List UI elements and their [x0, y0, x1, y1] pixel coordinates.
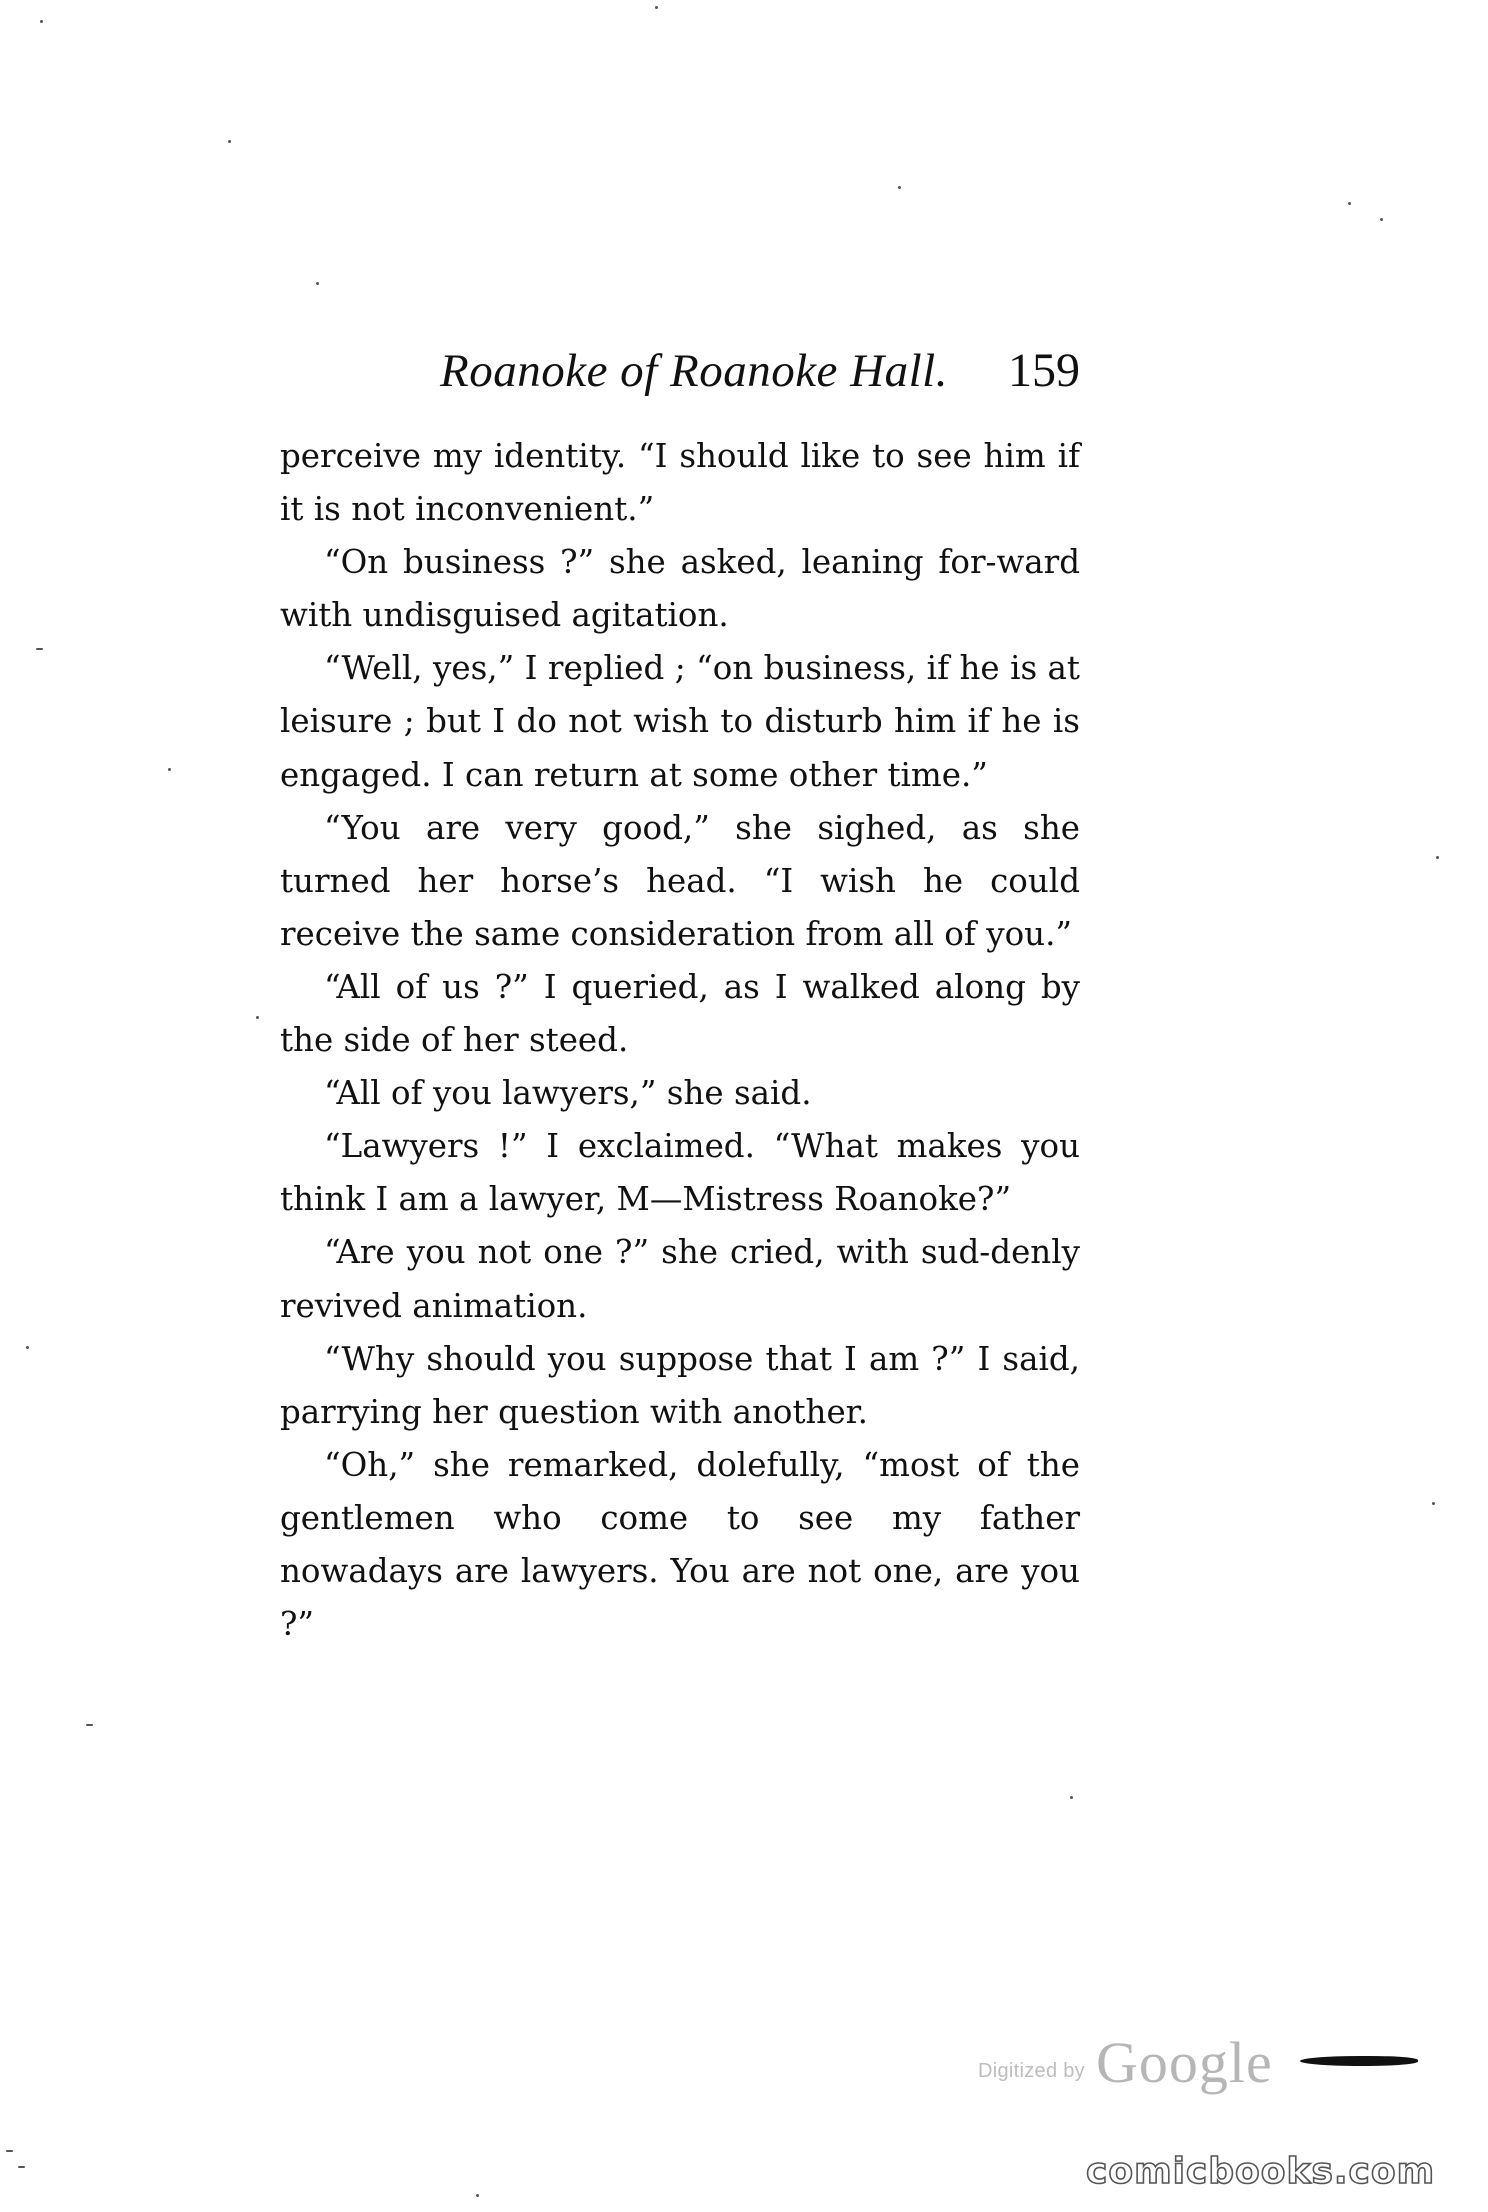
paragraph: “You are very good,” she sighed, as she turned her horse’s head. “I wish he could receive the same consideration from all of you.” — [280, 808, 1080, 953]
google-logo: Google — [1096, 2030, 1273, 2095]
paragraph: “All of you lawyers,” she said. — [324, 1074, 812, 1113]
scan-speck — [26, 1346, 29, 1349]
scan-speck — [256, 1016, 259, 1019]
site-watermark: comicbooks.com — [1086, 2151, 1436, 2192]
paragraph: “On business ?” she asked, leaning for-ward with undisguised agitation. — [280, 543, 1080, 635]
paragraph: “Are you not one ?” she cried, with sud-denly revived animation. — [280, 1233, 1080, 1325]
scan-speck — [228, 140, 231, 143]
scan-speck — [1436, 856, 1439, 859]
page-number: 159 — [1008, 344, 1080, 397]
scan-speck — [6, 2150, 13, 2152]
scan-speck — [168, 768, 171, 771]
paragraph: “Oh,” she remarked, dolefully, “most of the gentlemen who come to see my father nowadays are lawyers. You are not one, are you ?” — [280, 1445, 1080, 1644]
scan-speck — [1348, 202, 1351, 205]
scan-speck — [316, 282, 319, 285]
scan-speck — [1432, 1502, 1435, 1505]
scan-speck — [1380, 218, 1383, 221]
scan-speck — [86, 1724, 93, 1726]
paragraph: “Lawyers !” I exclaimed. “What makes you think I am a lawyer, M—Mistress Roanoke?” — [280, 1127, 1080, 1219]
scan-speck — [476, 2194, 479, 2197]
running-title: Roanoke of Roanoke Hall. — [440, 345, 948, 397]
digitized-by-google — [970, 2030, 1440, 2100]
scan-speck — [18, 2166, 25, 2168]
ink-smear — [1300, 2056, 1418, 2066]
scan-speck — [1070, 1796, 1073, 1799]
scan-speck — [655, 6, 658, 9]
scan-speck — [36, 648, 43, 650]
paragraph: “Why should you suppose that I am ?” I said, parrying her question with another. — [280, 1339, 1080, 1431]
digitized-by-label: Digitized by — [978, 2060, 1085, 2082]
paragraph: “All of us ?” I queried, as I walked along by the side of her steed. — [280, 967, 1080, 1060]
scan-speck — [898, 186, 901, 189]
page-header — [280, 336, 1080, 406]
body-text — [280, 430, 1080, 1651]
scan-speck — [40, 20, 43, 23]
paragraph: perceive my identity. “I should like to see him if it is not inconvenient.” — [280, 437, 1080, 529]
paragraph: “Well, yes,” I replied ; “on business, if he is at leisure ; but I do not wish to disturb him if he is engaged. I can return at some other time.” — [280, 649, 1080, 794]
